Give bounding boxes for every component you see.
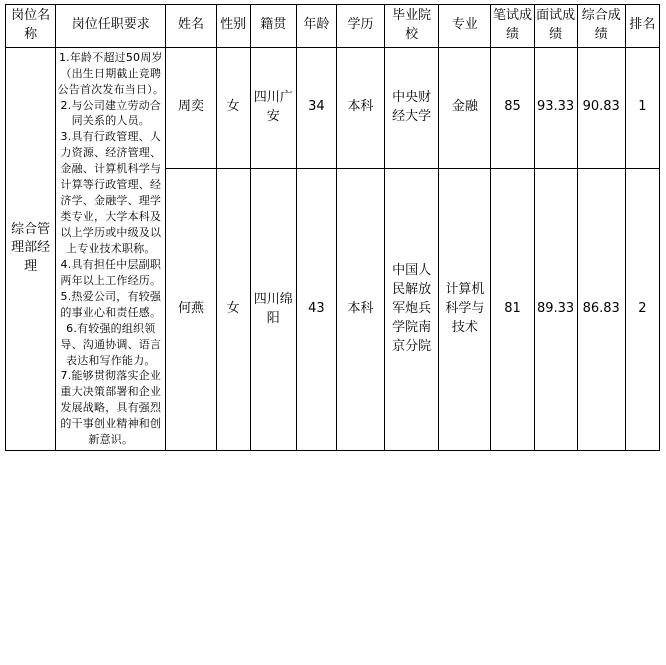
cell-education: 本科 bbox=[336, 47, 384, 168]
cell-sex: 女 bbox=[216, 47, 250, 168]
requirement-item: 2.与公司建立劳动合同关系的人员。 bbox=[60, 98, 162, 128]
cell-native-place: 四川广安 bbox=[250, 47, 296, 168]
header-name: 姓名 bbox=[166, 5, 216, 48]
header-requirements: 岗位任职要求 bbox=[56, 5, 166, 48]
header-total-score: 综合成绩 bbox=[577, 5, 625, 48]
header-rank: 排名 bbox=[625, 5, 659, 48]
table-header-row bbox=[6, 5, 660, 48]
header-education: 学历 bbox=[336, 5, 384, 48]
cell-school: 中国人民解放军炮兵学院南京分院 bbox=[385, 169, 439, 451]
header-age: 年龄 bbox=[296, 5, 336, 48]
requirement-item: 1.年龄不超过50周岁（出生日期截止竞聘公告首次发布当日）。 bbox=[57, 50, 165, 96]
cell-major: 计算机科学与技术 bbox=[439, 169, 491, 451]
cell-total-score: 90.83 bbox=[577, 47, 625, 168]
cell-native-place: 四川绵阳 bbox=[250, 169, 296, 451]
header-sex: 性别 bbox=[216, 5, 250, 48]
requirement-item: 5.热爱公司，有较强的事业心和责任感。 bbox=[60, 289, 162, 319]
cell-sex: 女 bbox=[216, 169, 250, 451]
cell-written-score: 85 bbox=[491, 47, 534, 168]
header-major: 专业 bbox=[439, 5, 491, 48]
cell-name: 何燕 bbox=[166, 169, 216, 451]
cell-major: 金融 bbox=[439, 47, 491, 168]
header-school: 毕业院校 bbox=[385, 5, 439, 48]
requirement-item: 6.有较强的组织领导、沟通协调、语言表达和写作能力。 bbox=[60, 321, 162, 367]
cell-name: 周奕 bbox=[166, 47, 216, 168]
cell-school: 中央财经大学 bbox=[385, 47, 439, 168]
cell-post-name: 综合管理部经理 bbox=[6, 47, 56, 450]
cell-requirements bbox=[56, 47, 166, 450]
header-post-name: 岗位名称 bbox=[6, 5, 56, 48]
requirement-item: 4.具有担任中层副职两年以上工作经历。 bbox=[60, 257, 162, 287]
header-interview-score: 面试成绩 bbox=[534, 5, 577, 48]
cell-written-score: 81 bbox=[491, 169, 534, 451]
document-page bbox=[0, 4, 666, 665]
cell-rank: 1 bbox=[625, 47, 659, 168]
table-row bbox=[6, 47, 660, 168]
cell-rank: 2 bbox=[625, 169, 659, 451]
requirement-item: 7.能够贯彻落实企业重大决策部署和企业发展战略，具有强烈的干事创业精神和创新意识。 bbox=[60, 369, 162, 447]
cell-total-score: 86.83 bbox=[577, 169, 625, 451]
requirement-item: 3.具有行政管理、人力资源、经济管理、金融、计算机科学与计算等行政管理、经济学、金融学、理学类专业，大学本科及以上学历或中级及以上专业技术职称。 bbox=[60, 130, 162, 255]
cell-age: 34 bbox=[296, 47, 336, 168]
header-written-score: 笔试成绩 bbox=[491, 5, 534, 48]
cell-interview-score: 89.33 bbox=[534, 169, 577, 451]
cell-education: 本科 bbox=[336, 169, 384, 451]
cell-interview-score: 93.33 bbox=[534, 47, 577, 168]
header-native-place: 籍贯 bbox=[250, 5, 296, 48]
cell-age: 43 bbox=[296, 169, 336, 451]
candidate-results-table bbox=[5, 4, 660, 451]
